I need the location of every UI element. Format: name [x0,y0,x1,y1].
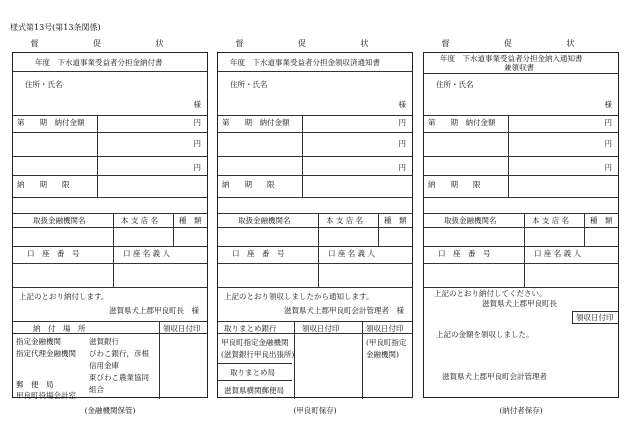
form2-sama: 様 [398,100,406,109]
form3-subtitle: 年度 下水道事業受益者分担金納入通知書 [440,54,583,63]
form1-subtitle: 年度 下水道事業受益者分担金納付書 [35,58,163,67]
form1-yen-2: 円 [193,139,201,148]
form-number: 様式第13号(第13条関係) [10,23,101,32]
form1-receipt-stamp-header: 領収日付印 [163,324,201,333]
form1 [12,52,208,398]
form1-bank-2: びわこ銀行，彦根 [89,349,149,358]
form1-post-office: 郵 便 局 [16,380,54,389]
form3-period-label: 第 期 納付金額 [428,118,496,127]
form3-bank-name-header: 取扱金融機関名 [444,216,497,225]
form2-kora-bank-line1: (甲良町指定 [366,338,407,347]
form3-notice-sender: 滋賀県犬上郡甲良町長 [482,299,557,308]
form1-bank-name-header: 取扱金融機関名 [33,216,86,225]
form3-yen-1: 円 [604,118,612,127]
form2-bank-name-header: 取扱金融機関名 [238,216,291,225]
form1-footer: (金融機関保管) [84,406,136,415]
form2-type-header: 種 類 [384,216,407,225]
form3-address-label: 住所・氏名 [436,80,474,89]
form2-designated-bank-line2: (滋賀銀行甲良出張所) [221,350,295,359]
form3-yen-3: 円 [604,163,612,172]
form2-yen-1: 円 [398,118,406,127]
form3-sama: 様 [604,100,612,109]
form1-designated-bank: 指定金融機関 [16,337,61,346]
form1-yen-1: 円 [193,118,201,127]
form2-subtitle: 年度 下水道事業受益者分担金領収済通知書 [230,58,380,67]
form3-account-holder-header: 口 座 名 義 人 [534,249,582,258]
form2 [217,52,413,398]
form1-bank-5: 組合 [89,385,104,394]
form3-notice-text: 上記のとおり納付してください。 [434,289,547,298]
form1-title: 督 促 状 [30,39,190,48]
form3-subtitle2: 兼領収書 [504,63,534,72]
form1-notice-recipient: 滋賀県犬上郡甲良町長 様 [109,306,199,315]
form3-account-no-header: 口 座 番 号 [438,249,491,258]
form1-bank-3: 信用金庫 [89,361,119,370]
form3-footer: (納付者保存) [499,406,543,415]
form2-account-no-header: 口 座 番 号 [232,249,285,258]
form2-period-label: 第 期 納付金額 [222,118,290,127]
form1-town-office: 甲良町役場会計室 [16,391,76,400]
form2-title: 督 促 状 [235,39,395,48]
form1-address-label: 住所・氏名 [25,80,63,89]
form2-notice-recipient: 滋賀県犬上郡甲良町会計管理者 様 [284,306,404,315]
form2-branch-header: 本 支 店 名 [326,216,364,225]
form2-yen-2: 円 [398,139,406,148]
form3-yen-2: 円 [604,139,612,148]
form2-address-label: 住所・氏名 [230,80,268,89]
form2-top-bank-label: 取りまとめ銀行 [224,324,277,333]
form2-account-holder-header: 口 座 名 義 人 [328,249,376,258]
form3-deadline-label: 納 期 限 [428,180,481,189]
form1-account-holder-header: 口 座 名 義 人 [123,249,171,258]
form3 [423,52,619,398]
form1-sama: 様 [193,100,201,109]
form1-yen-3: 円 [193,163,201,172]
form2-designated-bank-line1: 甲良町指定金融機関 [221,338,289,347]
form3-accountant: 滋賀県犬上郡甲良町会計管理者 [442,372,547,381]
form2-yen-3: 円 [398,163,406,172]
form2-receiving-header: 領収日付印 [302,324,340,333]
form3-branch-header: 本 支 店 名 [532,216,570,225]
form2-collecting-bank: 取りまとめ局 [230,368,275,377]
form1-period-label: 第 期 納付金額 [17,118,85,127]
form3-title: 督 促 状 [441,39,601,48]
form1-deadline-label: 納 期 限 [17,180,70,189]
form1-branch-header: 本 支 店 名 [121,216,159,225]
form1-payment-place-header: 納 付 場 所 [33,324,86,333]
form1-designated-agent: 指定代理金融機関 [16,349,76,358]
form1-type-header: 種 類 [179,216,202,225]
form1-bank-4: 東びわこ農業協同 [89,373,149,382]
form2-receipt-stamp-header: 領収日付印 [366,324,404,333]
form2-kora-bank-line2: 金融機関) [366,350,399,359]
form2-notice-text: 上記のとおり領収しましたから通知します。 [224,292,374,301]
form3-received-text: 上記の金額を領収しました。 [436,330,534,339]
form1-account-no-header: 口 座 番 号 [27,249,80,258]
form3-type-header: 種 類 [590,216,613,225]
form2-deadline-label: 納 期 限 [222,180,275,189]
form3-receipt-stamp-header: 領収日付印 [576,313,614,322]
form1-notice-text: 上記のとおり納付します。 [19,292,109,301]
form2-collecting-office: 滋賀県横関郵便局 [224,386,284,395]
form2-footer: (甲良町保存) [293,406,337,415]
form1-bank-1: 滋賀銀行 [89,337,119,346]
